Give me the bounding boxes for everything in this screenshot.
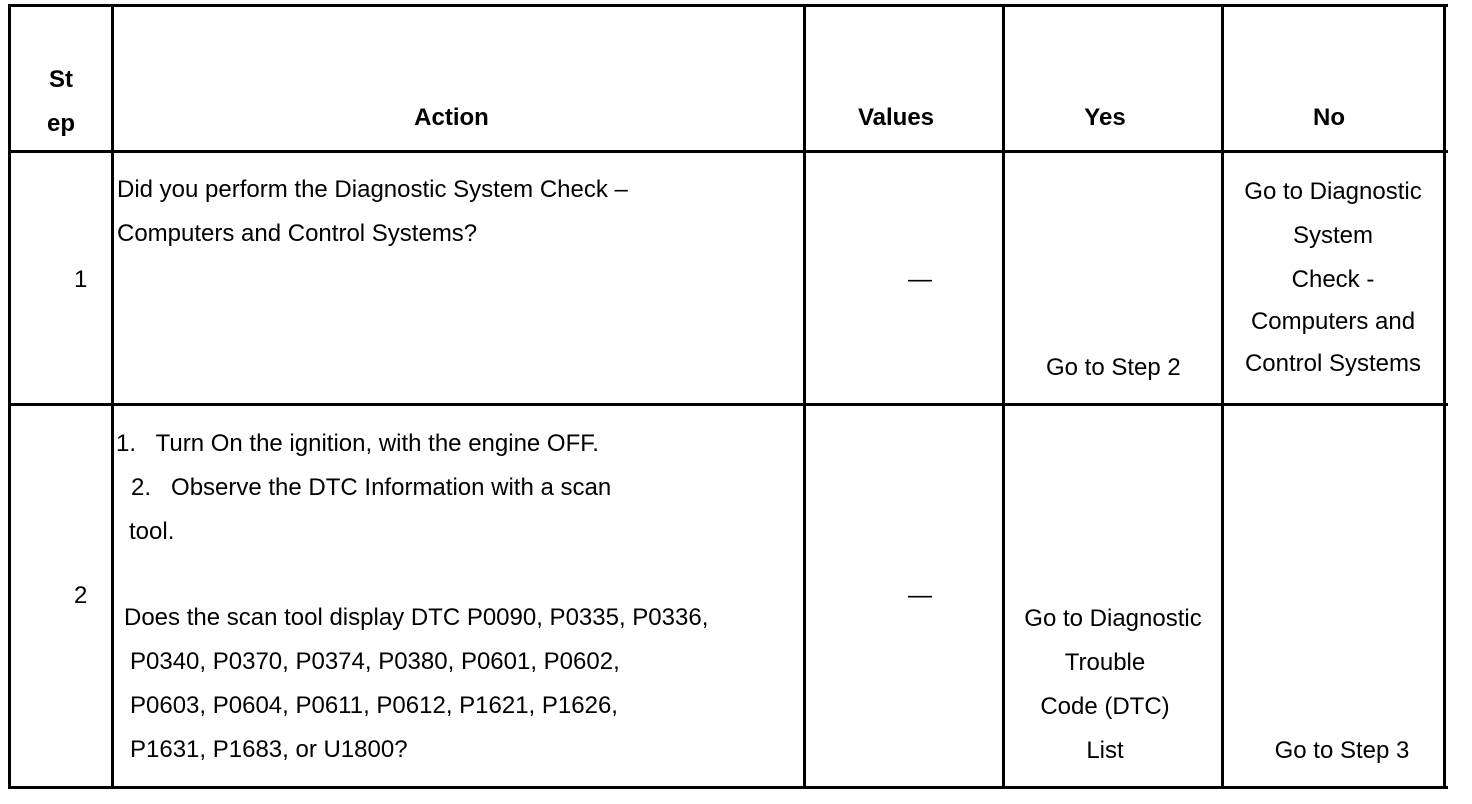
row2-action-line: P0340, P0370, P0374, P0380, P0601, P0602,: [130, 648, 620, 675]
row-divider: [8, 403, 1448, 406]
row2-action-line: 2. Observe the DTC Information with a scan: [131, 474, 612, 501]
header-action: Action: [414, 104, 489, 131]
row2-yes-line: Go to Diagnostic: [1024, 605, 1202, 632]
row2-yes-line: Code (DTC): [1040, 693, 1170, 720]
table-border-right: [1443, 4, 1446, 789]
row1-value: —: [908, 266, 932, 293]
header-step-line2: ep: [46, 110, 75, 137]
row2-step: 2: [74, 582, 88, 609]
header-divider: [8, 150, 1448, 153]
header-no: No: [1313, 104, 1345, 131]
row2-action-line: 1. Turn On the ignition, with the engine OFF.: [116, 430, 599, 457]
row2-value: —: [908, 582, 932, 609]
row1-step: 1: [74, 266, 88, 293]
row1-yes: Go to Step 2: [1046, 354, 1181, 381]
row2-no: Go to Step 3: [1274, 737, 1410, 764]
table-border-bottom: [8, 786, 1448, 789]
header-step: [11, 58, 111, 146]
row1-no-line: System: [1292, 222, 1373, 249]
header-yes: Yes: [1084, 104, 1126, 131]
row1-no-line: Control Systems: [1244, 350, 1422, 377]
row2-action-line: Does the scan tool display DTC P0090, P0335, P0336,: [124, 604, 709, 631]
row2-action-line: P1631, P1683, or U1800?: [130, 736, 408, 763]
row2-yes-line: Trouble: [1064, 649, 1146, 676]
row1-action-line: Did you perform the Diagnostic System Check –: [117, 176, 628, 203]
row1-no-line: Computers and: [1250, 308, 1416, 335]
row2-yes-line: List: [1086, 737, 1124, 764]
header-step-line1: St: [49, 66, 73, 93]
row2-action-line: P0603, P0604, P0611, P0612, P1621, P1626,: [130, 692, 618, 719]
header-values: Values: [857, 104, 935, 131]
table-border-top: [8, 4, 1448, 7]
row1-no-line: Check -: [1291, 266, 1375, 293]
row1-no-line: Go to Diagnostic: [1244, 178, 1422, 205]
row2-action-line: tool.: [129, 518, 175, 545]
row1-action-line: Computers and Control Systems?: [117, 220, 478, 247]
